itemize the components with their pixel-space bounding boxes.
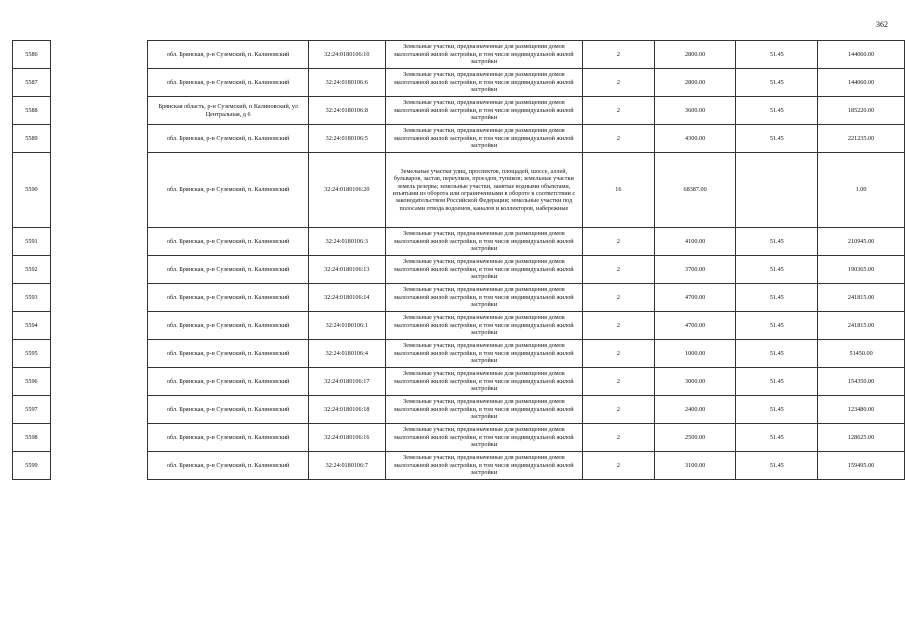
row-land-use-description: Земельные участки, предназначенные для размещения домов малоэтажной жилой застройки, в том числе индивидуальной жилой застройки xyxy=(385,396,582,424)
row-address: обл. Брянская, р-н Суземский, п. Калиновский xyxy=(148,340,308,368)
row-land-use-description: Земельные участки, предназначенные для размещения домов малоэтажной жилой застройки, в том числе индивидуальной жилой застройки xyxy=(385,312,582,340)
row-land-use-description: Земельные участки, предназначенные для размещения домов малоэтажной жилой застройки, в том числе индивидуальной жилой застройки xyxy=(385,97,582,125)
row-cadastral-value: 123480.00 xyxy=(818,396,905,424)
row-area: 1000.00 xyxy=(654,340,736,368)
row-cadastral-value: 241815.00 xyxy=(818,312,905,340)
row-specific-value: 51.45 xyxy=(736,69,818,97)
table-row xyxy=(13,340,905,368)
spacer-cell xyxy=(50,97,148,125)
row-specific-value: 51.45 xyxy=(736,41,818,69)
spacer-cell xyxy=(50,424,148,452)
row-cadastral-number: 32:24:0180106:1 xyxy=(308,312,385,340)
row-cadastral-number: 32:24:0180106:3 xyxy=(308,228,385,256)
row-cadastral-value: 221235.00 xyxy=(818,125,905,153)
row-id: 5598 xyxy=(13,424,51,452)
row-use-category: 2 xyxy=(583,396,655,424)
table-row xyxy=(13,396,905,424)
spacer-cell xyxy=(50,41,148,69)
row-use-category: 2 xyxy=(583,368,655,396)
row-id: 5590 xyxy=(13,153,51,228)
row-specific-value: 51.45 xyxy=(736,284,818,312)
row-use-category: 2 xyxy=(583,452,655,480)
row-cadastral-number: 32:24:0180106:6 xyxy=(308,69,385,97)
row-id: 5599 xyxy=(13,452,51,480)
table-row xyxy=(13,312,905,340)
row-cadastral-number: 32:24:0180106:13 xyxy=(308,256,385,284)
row-cadastral-number: 32:24:0180106:20 xyxy=(308,153,385,228)
row-cadastral-value: 159495.00 xyxy=(818,452,905,480)
row-specific-value: 51.45 xyxy=(736,452,818,480)
row-id: 5594 xyxy=(13,312,51,340)
row-address: обл. Брянская, р-н Суземский, п. Калиновский xyxy=(148,256,308,284)
row-use-category: 2 xyxy=(583,256,655,284)
row-id: 5596 xyxy=(13,368,51,396)
row-area: 2500.00 xyxy=(654,424,736,452)
row-cadastral-number: 32:24:0180106:18 xyxy=(308,396,385,424)
row-land-use-description: Земельные участки, предназначенные для размещения домов малоэтажной жилой застройки, в том числе индивидуальной жилой застройки xyxy=(385,424,582,452)
row-use-category: 2 xyxy=(583,69,655,97)
row-area: 2800.00 xyxy=(654,69,736,97)
spacer-cell xyxy=(50,69,148,97)
table-row xyxy=(13,97,905,125)
row-area: 3600.00 xyxy=(654,97,736,125)
table-row xyxy=(13,228,905,256)
row-cadastral-value: 185220.00 xyxy=(818,97,905,125)
row-specific-value: 51.45 xyxy=(736,312,818,340)
spacer-cell xyxy=(50,153,148,228)
table-row xyxy=(13,368,905,396)
row-area: 3100.00 xyxy=(654,452,736,480)
row-area: 2400.00 xyxy=(654,396,736,424)
row-cadastral-number: 32:24:0180106:5 xyxy=(308,125,385,153)
row-address: обл. Брянская, р-н Суземский, п. Калиновский xyxy=(148,312,308,340)
spacer-cell xyxy=(50,452,148,480)
row-id: 5589 xyxy=(13,125,51,153)
row-address: обл. Брянская, р-н Суземский, п. Калиновский xyxy=(148,452,308,480)
row-id: 5587 xyxy=(13,69,51,97)
row-area: 3700.00 xyxy=(654,256,736,284)
spacer-cell xyxy=(50,396,148,424)
table-row xyxy=(13,69,905,97)
row-cadastral-value: 190365.00 xyxy=(818,256,905,284)
row-address: обл. Брянская, р-н Суземский, п. Калиновский xyxy=(148,41,308,69)
row-cadastral-number: 32:24:0180106:7 xyxy=(308,452,385,480)
row-address: обл. Брянская, р-н Суземский, п. Калиновский xyxy=(148,125,308,153)
row-cadastral-value: 144060.00 xyxy=(818,69,905,97)
row-address: Брянская область, р-н Суземский, п Калиновский, ул Центральная, д 6 xyxy=(148,97,308,125)
spacer-cell xyxy=(50,312,148,340)
row-use-category: 2 xyxy=(583,340,655,368)
row-use-category: 2 xyxy=(583,125,655,153)
row-area: 68387.00 xyxy=(654,153,736,228)
row-specific-value: 51.45 xyxy=(736,125,818,153)
row-land-use-description: Земельные участки, предназначенные для размещения домов малоэтажной жилой застройки, в том числе индивидуальной жилой застройки xyxy=(385,368,582,396)
row-cadastral-value: 128625.00 xyxy=(818,424,905,452)
row-area: 4700.00 xyxy=(654,284,736,312)
row-address: обл. Брянская, р-н Суземский, п. Калиновский xyxy=(148,69,308,97)
row-land-use-description: Земельные участки, предназначенные для размещения домов малоэтажной жилой застройки, в том числе индивидуальной жилой застройки xyxy=(385,41,582,69)
table-row xyxy=(13,452,905,480)
spacer-cell xyxy=(50,228,148,256)
row-area: 4100.00 xyxy=(654,228,736,256)
spacer-cell xyxy=(50,125,148,153)
row-land-use-description: Земельные участки, предназначенные для размещения домов малоэтажной жилой застройки, в том числе индивидуальной жилой застройки xyxy=(385,284,582,312)
row-cadastral-value: 210945.00 xyxy=(818,228,905,256)
page-number: 362 xyxy=(876,20,888,29)
row-specific-value: 51.45 xyxy=(736,340,818,368)
row-id: 5593 xyxy=(13,284,51,312)
row-cadastral-number: 32:24:0180106:10 xyxy=(308,41,385,69)
row-cadastral-number: 32:24:0180106:14 xyxy=(308,284,385,312)
row-area: 4700.00 xyxy=(654,312,736,340)
row-address: обл. Брянская, р-н Суземский, п. Калиновский xyxy=(148,396,308,424)
row-id: 5597 xyxy=(13,396,51,424)
row-land-use-description: Земельные участки, предназначенные для размещения домов малоэтажной жилой застройки, в том числе индивидуальной жилой застройки xyxy=(385,452,582,480)
row-id: 5595 xyxy=(13,340,51,368)
row-specific-value: 51.45 xyxy=(736,97,818,125)
row-use-category: 2 xyxy=(583,424,655,452)
spacer-cell xyxy=(50,340,148,368)
row-land-use-description: Земельные участки, предназначенные для размещения домов малоэтажной жилой застройки, в том числе индивидуальной жилой застройки xyxy=(385,69,582,97)
table-row xyxy=(13,284,905,312)
row-address: обл. Брянская, р-н Суземский, п. Калиновский xyxy=(148,153,308,228)
table-body xyxy=(13,41,905,480)
spacer-cell xyxy=(50,368,148,396)
row-id: 5591 xyxy=(13,228,51,256)
row-cadastral-number: 32:24:0180106:17 xyxy=(308,368,385,396)
row-address: обл. Брянская, р-н Суземский, п. Калиновский xyxy=(148,228,308,256)
row-specific-value: 51.45 xyxy=(736,424,818,452)
row-id: 5586 xyxy=(13,41,51,69)
row-use-category: 16 xyxy=(583,153,655,228)
table-row xyxy=(13,153,905,228)
row-cadastral-number: 32:24:0180106:4 xyxy=(308,340,385,368)
row-cadastral-number: 32:24:0180106:16 xyxy=(308,424,385,452)
spacer-cell xyxy=(50,284,148,312)
row-use-category: 2 xyxy=(583,228,655,256)
row-specific-value xyxy=(736,153,818,228)
table-row xyxy=(13,256,905,284)
row-land-use-description: Земельные участки, предназначенные для размещения домов малоэтажной жилой застройки, в том числе индивидуальной жилой застройки xyxy=(385,125,582,153)
row-cadastral-value: 1.00 xyxy=(818,153,905,228)
row-land-use-description: Земельные участки, предназначенные для размещения домов малоэтажной жилой застройки, в том числе индивидуальной жилой застройки xyxy=(385,256,582,284)
row-land-use-description: Земельные участки улиц, проспектов, площадей, шоссе, аллей, бульваров, застав, переулков, проездов, тупиков; земельные участки земель резерва; земельные участки, занятые водными объектами, изъятыми из оборота или ограниченными в обороте в соответствии с законодательством Российской Федерации; земельные участки под полосами отвода водоемов, каналов и коллекторов, набережные xyxy=(385,153,582,228)
row-cadastral-value: 241815.00 xyxy=(818,284,905,312)
row-land-use-description: Земельные участки, предназначенные для размещения домов малоэтажной жилой застройки, в том числе индивидуальной жилой застройки xyxy=(385,340,582,368)
row-area: 3000.00 xyxy=(654,368,736,396)
row-id: 5592 xyxy=(13,256,51,284)
row-address: обл. Брянская, р-н Суземский, п. Калиновский xyxy=(148,368,308,396)
table-row xyxy=(13,41,905,69)
row-cadastral-value: 154350.00 xyxy=(818,368,905,396)
row-specific-value: 51.45 xyxy=(736,396,818,424)
row-address: обл. Брянская, р-н Суземский, п. Калиновский xyxy=(148,284,308,312)
row-area: 2800.00 xyxy=(654,41,736,69)
spacer-cell xyxy=(50,256,148,284)
row-use-category: 2 xyxy=(583,97,655,125)
table-row xyxy=(13,424,905,452)
row-address: обл. Брянская, р-н Суземский, п. Калиновский xyxy=(148,424,308,452)
row-cadastral-value: 51450.00 xyxy=(818,340,905,368)
row-specific-value: 51.45 xyxy=(736,368,818,396)
cadastral-register-table xyxy=(12,40,905,480)
row-area: 4300.00 xyxy=(654,125,736,153)
row-use-category: 2 xyxy=(583,312,655,340)
row-use-category: 2 xyxy=(583,41,655,69)
row-cadastral-value: 144060.00 xyxy=(818,41,905,69)
row-specific-value: 51.45 xyxy=(736,228,818,256)
row-use-category: 2 xyxy=(583,284,655,312)
row-cadastral-number: 32:24:0180106:8 xyxy=(308,97,385,125)
row-specific-value: 51.45 xyxy=(736,256,818,284)
table-row xyxy=(13,125,905,153)
row-id: 5588 xyxy=(13,97,51,125)
row-land-use-description: Земельные участки, предназначенные для размещения домов малоэтажной жилой застройки, в том числе индивидуальной жилой застройки xyxy=(385,228,582,256)
